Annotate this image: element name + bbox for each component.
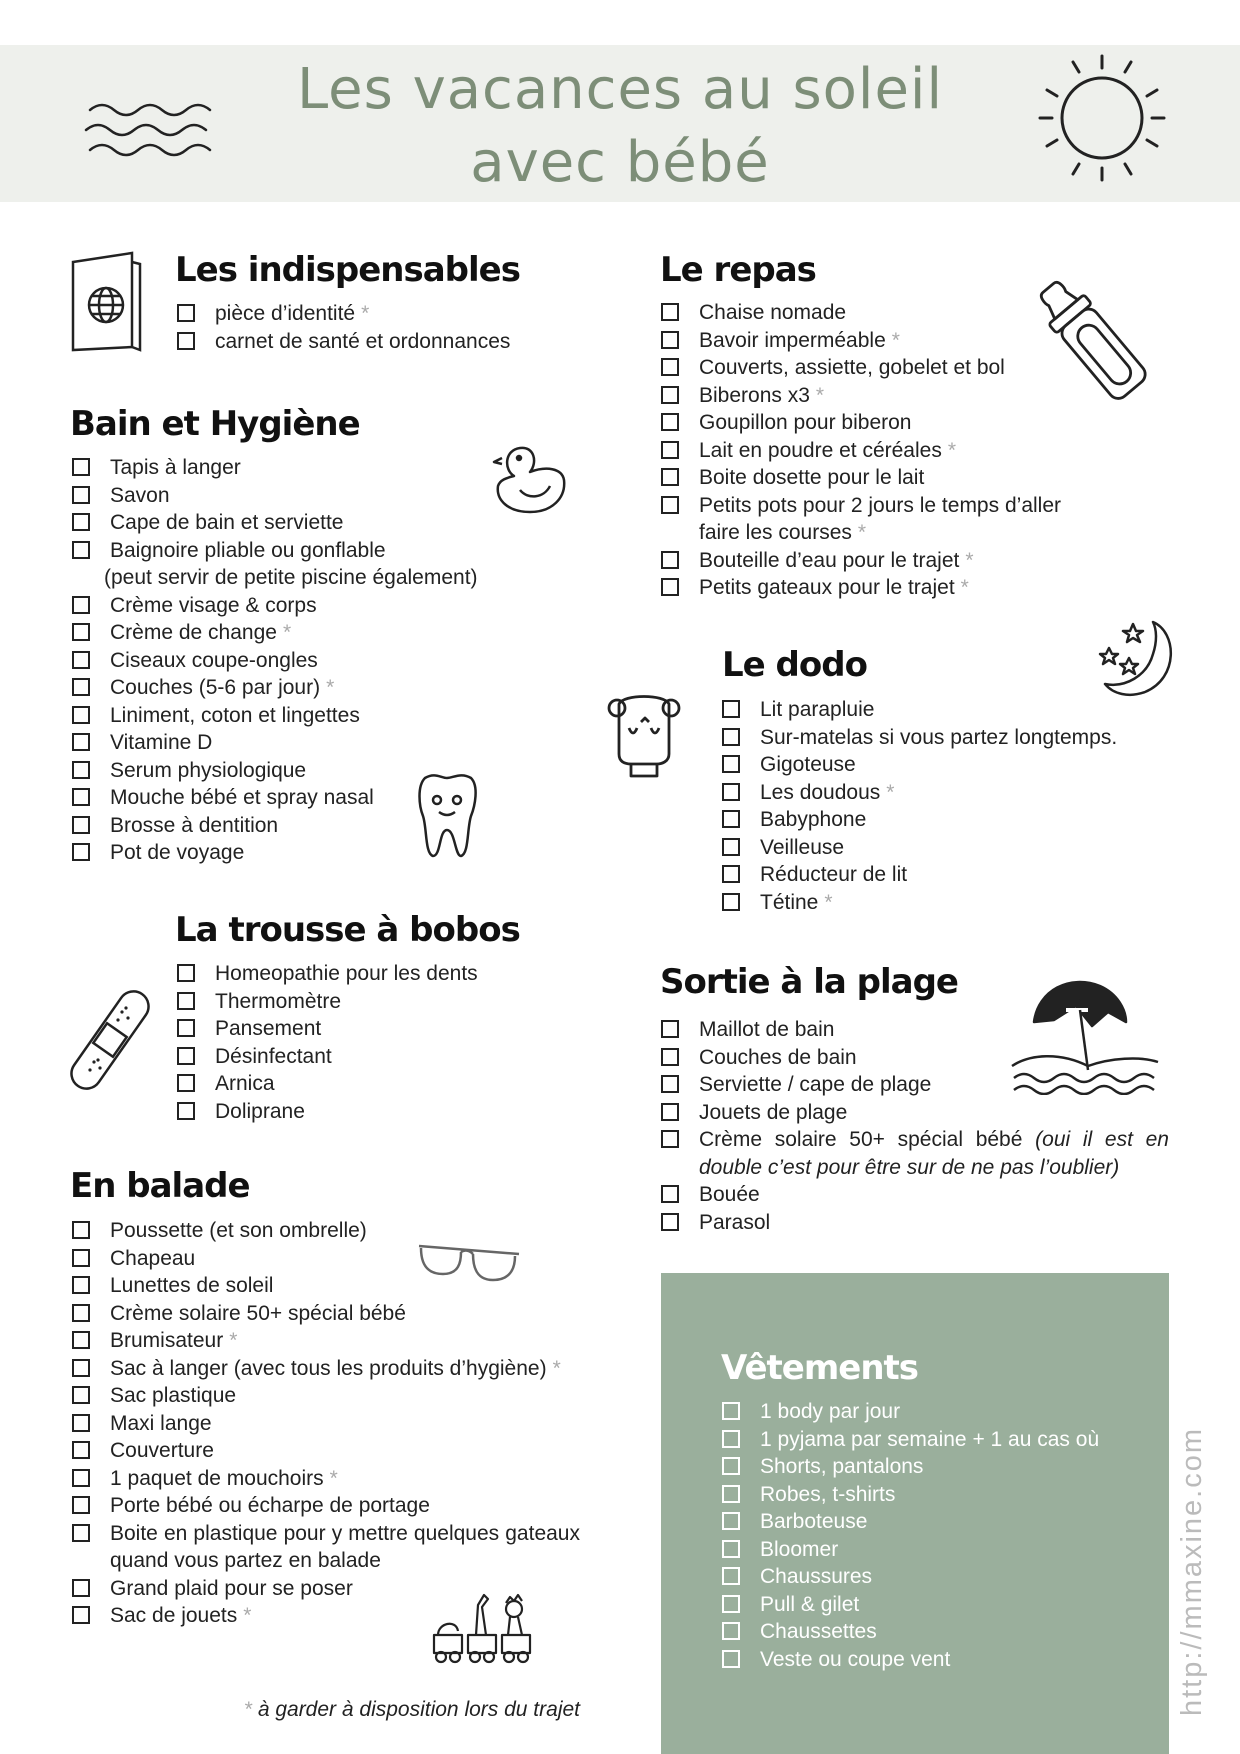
list-item[interactable]: Grand plaid pour se poser [72,1575,580,1603]
list-item[interactable]: 1 body par jour [722,1398,1142,1426]
checkbox[interactable] [722,755,740,773]
list-item[interactable]: Tapis à langer [72,454,552,482]
checkbox[interactable] [72,513,90,531]
checkbox[interactable] [177,1102,195,1120]
list-item[interactable]: Maxi lange [72,1410,580,1438]
checkbox[interactable] [661,551,679,569]
list-item[interactable]: Goupillon pour biberon [661,409,1061,437]
list-item[interactable]: 1 pyjama par semaine + 1 au cas où [722,1426,1142,1454]
checkbox[interactable] [722,1512,740,1530]
list-item[interactable]: Serum physiologique [72,757,552,785]
list-item[interactable]: Couches de bain [661,1044,1169,1072]
checkbox[interactable] [177,1047,195,1065]
list-item[interactable]: Brumisateur * [72,1327,580,1355]
checkbox[interactable] [722,865,740,883]
list-item[interactable]: Boite dosette pour le lait [661,464,1061,492]
list-item[interactable]: Crème visage & corps [72,592,552,620]
checkbox[interactable] [661,1048,679,1066]
checkbox[interactable] [72,788,90,806]
list-item[interactable]: Thermomètre [177,988,577,1016]
list-item[interactable]: Veste ou coupe vent [722,1646,1142,1674]
checkbox[interactable] [661,496,679,514]
checkbox[interactable] [72,1524,90,1542]
sun-icon [1035,52,1170,182]
checkbox[interactable] [72,1221,90,1239]
list-item[interactable]: Désinfectant [177,1043,577,1071]
list-item[interactable]: Boite en plastique pour y mettre quelques gateaux quand vous partez en balade [72,1520,580,1575]
list-item[interactable]: Robes, t-shirts [722,1481,1142,1509]
checkbox[interactable] [722,1430,740,1448]
waves-icon [82,95,232,165]
list-bain [72,454,552,867]
checkbox[interactable] [72,1386,90,1404]
checkbox[interactable] [661,358,679,376]
list-trousse [177,960,577,1125]
list-item[interactable]: Veilleuse [722,834,1162,862]
checkbox[interactable] [177,304,195,322]
checkbox[interactable] [72,1359,90,1377]
checkbox[interactable] [661,1020,679,1038]
checkbox[interactable] [177,1019,195,1037]
checkbox[interactable] [722,1457,740,1475]
list-item[interactable]: Arnica [177,1070,577,1098]
section-title-repas: Le repas [660,250,816,290]
checkbox[interactable] [177,964,195,982]
list-item[interactable]: Gigoteuse [722,751,1162,779]
checkbox[interactable] [72,1579,90,1597]
moon-stars-icon [1095,618,1180,703]
list-item[interactable]: Bloomer [722,1536,1142,1564]
section-title-trousse: La trousse à bobos [175,910,520,950]
checkbox[interactable] [661,1213,679,1231]
list-repas [661,299,1061,602]
list-item[interactable]: Liniment, coton et lingettes [72,702,552,730]
checkbox[interactable] [661,468,679,486]
checkbox[interactable] [661,331,679,349]
list-item[interactable]: Poussette (et son ombrelle) [72,1217,580,1245]
list-item[interactable]: Sac plastique [72,1382,580,1410]
list-item[interactable]: Crème solaire 50+ spécial bébé (oui il est en double c’est pour être sur de ne pas l’oublier) [661,1126,1169,1181]
checkbox[interactable] [72,1606,90,1624]
checkbox[interactable] [722,783,740,801]
tooth-icon [415,770,480,860]
list-item[interactable]: Sac de jouets * [72,1602,580,1630]
checkbox[interactable] [72,596,90,614]
vetements-panel [661,1273,1169,1754]
list-item[interactable]: Lait en poudre et céréales * [661,437,1061,465]
checkbox[interactable] [72,1496,90,1514]
list-item[interactable]: Ciseaux coupe-ongles [72,647,552,675]
checkbox[interactable] [72,486,90,504]
list-item[interactable]: carnet de santé et ordonnances [177,328,597,356]
checkbox[interactable] [72,651,90,669]
list-balade [72,1217,580,1630]
list-item[interactable]: Mouche bébé et spray nasal [72,784,552,812]
page-title-line1: Les vacances au soleil [296,57,944,122]
checkbox[interactable] [72,816,90,834]
list-item[interactable]: Bavoir imperméable * [661,327,1061,355]
list-item[interactable]: Serviette / cape de plage [661,1071,1169,1099]
checkbox[interactable] [72,1414,90,1432]
section-title-balade: En balade [70,1166,250,1206]
checkbox[interactable] [661,578,679,596]
checkbox[interactable] [722,1567,740,1585]
list-item[interactable]: Doliprane [177,1098,577,1126]
section-title-indispensables: Les indispensables [175,250,520,290]
list-item[interactable]: Couches (5-6 par jour) * [72,674,552,702]
checkbox[interactable] [72,541,90,559]
list-item[interactable]: Crème de change * [72,619,552,647]
list-item[interactable]: Pot de voyage [72,839,552,867]
section-title-dodo: Le dodo [722,645,867,685]
website-link[interactable]: http://mmaxine.com [1176,1426,1208,1716]
checkbox[interactable] [72,843,90,861]
list-item[interactable]: Les doudous * [722,779,1162,807]
bandage-icon [70,990,150,1090]
list-item[interactable]: Chaussettes [722,1618,1142,1646]
checkbox[interactable] [722,810,740,828]
checkbox[interactable] [72,761,90,779]
checkbox[interactable] [722,1622,740,1640]
section-title-plage: Sortie à la plage [660,962,958,1002]
list-item[interactable]: Brosse à dentition [72,812,552,840]
checkbox[interactable] [661,413,679,431]
checkbox[interactable] [722,838,740,856]
checkbox[interactable] [72,1249,90,1267]
checkbox[interactable] [661,1185,679,1203]
checkbox[interactable] [72,623,90,641]
list-item[interactable]: Homeopathie pour les dents [177,960,577,988]
checkbox[interactable] [722,700,740,718]
list-item[interactable]: Petits gateaux pour le trajet * [661,574,1061,602]
checkbox[interactable] [72,1304,90,1322]
list-item[interactable]: pièce d’identité * [177,300,597,328]
list-item[interactable]: Jouets de plage [661,1099,1169,1127]
list-vetements [722,1398,1142,1673]
footnote: * à garder à disposition lors du trajet [243,1698,580,1721]
page-title-line2: avec bébé [470,130,770,195]
list-item[interactable]: Biberons x3 * [661,382,1061,410]
checkbox[interactable] [72,1441,90,1459]
checkbox[interactable] [722,1595,740,1613]
list-item[interactable]: Petits pots pour 2 jours le temps d’aller faire les courses * [661,492,1061,547]
list-item[interactable]: 1 paquet de mouchoirs * [72,1465,580,1493]
checkbox[interactable] [72,1276,90,1294]
passport-icon [70,250,145,355]
list-item[interactable]: Maillot de bain [661,1016,1169,1044]
checkbox[interactable] [661,303,679,321]
list-item[interactable]: Crème solaire 50+ spécial bébé [72,1300,580,1328]
checkbox[interactable] [72,1331,90,1349]
checkbox[interactable] [661,1075,679,1093]
checkbox[interactable] [722,893,740,911]
checkbox[interactable] [72,733,90,751]
list-dodo [722,696,1162,916]
list-item[interactable]: Vitamine D [72,729,552,757]
teddy-bear-icon [605,690,685,780]
list-plage [661,1016,1169,1236]
checkbox[interactable] [661,1130,679,1148]
list-item[interactable]: Couverture [72,1437,580,1465]
list-item[interactable]: Cape de bain et serviette [72,509,552,537]
list-item[interactable]: Pansement [177,1015,577,1043]
list-indispensables [177,300,597,355]
toy-train-icon [430,1585,540,1665]
list-item[interactable]: Porte bébé ou écharpe de portage [72,1492,580,1520]
checkbox[interactable] [722,1650,740,1668]
section-title-vetements: Vêtements [721,1348,919,1388]
checkbox[interactable] [72,458,90,476]
list-item[interactable]: Bouée [661,1181,1169,1209]
checkbox[interactable] [722,1402,740,1420]
checkbox[interactable] [177,992,195,1010]
list-item[interactable]: Pull & gilet [722,1591,1142,1619]
checkbox[interactable] [661,441,679,459]
checkbox[interactable] [661,1103,679,1121]
checkbox[interactable] [72,706,90,724]
list-item[interactable]: Shorts, pantalons [722,1453,1142,1481]
checkbox[interactable] [722,728,740,746]
list-item[interactable]: Savon [72,482,552,510]
list-item[interactable]: Réducteur de lit [722,861,1162,889]
checkbox[interactable] [72,678,90,696]
list-item[interactable]: Chapeau [72,1245,580,1273]
checkbox[interactable] [661,386,679,404]
list-item[interactable]: Couverts, assiette, gobelet et bol [661,354,1061,382]
checkbox[interactable] [177,1074,195,1092]
list-item[interactable]: Chaise nomade [661,299,1061,327]
list-item[interactable]: Babyphone [722,806,1162,834]
list-item[interactable]: Lunettes de soleil [72,1272,580,1300]
list-item[interactable]: Sur-matelas si vous partez longtemps. [722,724,1162,752]
list-item[interactable]: Sac à langer (avec tous les produits d’hygiène) * [72,1355,580,1383]
list-item[interactable]: Barboteuse [722,1508,1142,1536]
list-item[interactable]: Tétine * [722,889,1162,917]
checkbox[interactable] [72,1469,90,1487]
list-item[interactable]: Parasol [661,1209,1169,1237]
checkbox[interactable] [722,1485,740,1503]
list-item[interactable]: Bouteille d’eau pour le trajet * [661,547,1061,575]
list-item[interactable]: Chaussures [722,1563,1142,1591]
list-item[interactable]: Lit parapluie [722,696,1162,724]
section-title-bain: Bain et Hygiène [70,404,360,444]
checkbox[interactable] [722,1540,740,1558]
checkbox[interactable] [177,332,195,350]
list-item[interactable]: Baignoire pliable ou gonflable (peut servir de petite piscine également) [72,537,552,592]
